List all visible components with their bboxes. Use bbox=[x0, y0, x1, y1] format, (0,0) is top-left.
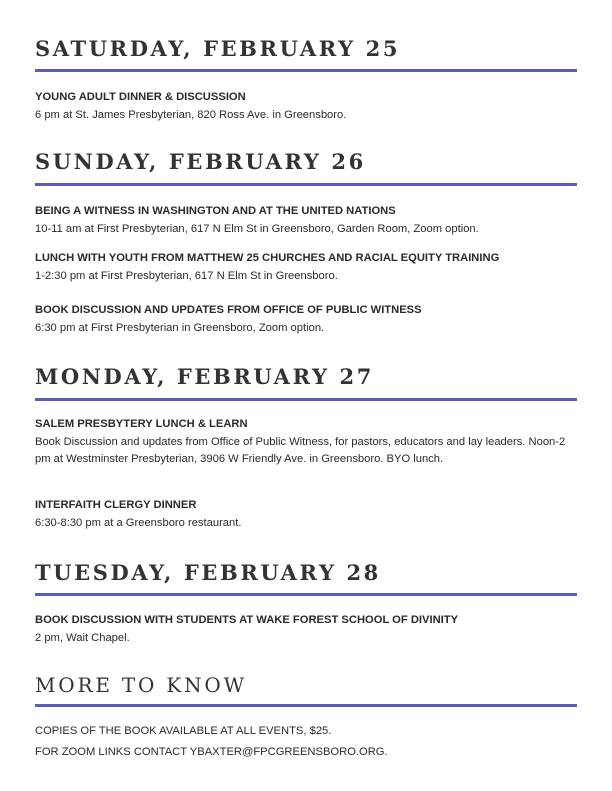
day-section-sunday bbox=[35, 149, 577, 334]
note-item: COPIES OF THE BOOK AVAILABLE AT ALL EVENTS, $25. bbox=[35, 725, 332, 737]
day-section-saturday bbox=[35, 36, 577, 121]
note-item: FOR ZOOM LINKS CONTACT YBAXTER@FPCGREENSBORO.ORG. bbox=[35, 746, 388, 758]
event-title: YOUNG ADULT DINNER & DISCUSSION bbox=[35, 91, 246, 103]
day-heading: TUESDAY, FEBRUARY 28 bbox=[35, 560, 381, 585]
event-item bbox=[35, 612, 577, 647]
event-detail: 1-2:30 pm at First Presbyterian, 617 N Elm St in Greensboro. bbox=[35, 270, 338, 282]
event-item bbox=[35, 416, 577, 468]
more-to-know-section bbox=[35, 673, 577, 758]
section-divider bbox=[35, 593, 577, 596]
event-title: BEING A WITNESS IN WASHINGTON AND AT THE UNITED NATIONS bbox=[35, 205, 396, 217]
event-detail: 10-11 am at First Presbyterian, 617 N Elm St in Greensboro, Garden Room, Zoom option. bbox=[35, 223, 479, 235]
day-heading: MONDAY, FEBRUARY 27 bbox=[35, 364, 374, 389]
section-divider bbox=[35, 69, 577, 72]
more-heading: MORE TO KNOW bbox=[35, 673, 247, 697]
event-item bbox=[35, 250, 577, 285]
day-section-monday bbox=[35, 364, 577, 529]
event-detail: 6:30 pm at First Presbyterian in Greensboro, Zoom option. bbox=[35, 322, 325, 334]
event-detail: 6:30-8:30 pm at a Greensboro restaurant. bbox=[35, 517, 242, 529]
day-section-tuesday bbox=[35, 560, 577, 644]
event-detail: Book Discussion and updates from Office of Public Witness, for pastors, educators and lay leaders. Noon-2 pm at Westminster Presbyterian, 3906 W Friendly Ave. in Greensboro. BYO lunch. bbox=[35, 436, 566, 465]
day-heading: SUNDAY, FEBRUARY 26 bbox=[35, 149, 366, 174]
event-detail: 2 pm, Wait Chapel. bbox=[35, 632, 130, 644]
section-divider bbox=[35, 183, 577, 186]
section-divider bbox=[35, 704, 577, 707]
event-title: LUNCH WITH YOUTH FROM MATTHEW 25 CHURCHES AND RACIAL EQUITY TRAINING bbox=[35, 252, 500, 264]
day-heading: SATURDAY, FEBRUARY 25 bbox=[35, 36, 401, 61]
event-item bbox=[35, 497, 577, 532]
event-item bbox=[35, 203, 577, 238]
event-detail: 6 pm at St. James Presbyterian, 820 Ross Ave. in Greensboro. bbox=[35, 109, 347, 121]
event-title: INTERFAITH CLERGY DINNER bbox=[35, 499, 197, 511]
event-title: BOOK DISCUSSION AND UPDATES FROM OFFICE OF PUBLIC WITNESS bbox=[35, 304, 422, 316]
event-title: BOOK DISCUSSION WITH STUDENTS AT WAKE FOREST SCHOOL OF DIVINITY bbox=[35, 614, 459, 626]
event-title: SALEM PRESBYTERY LUNCH & LEARN bbox=[35, 418, 248, 430]
event-item bbox=[35, 302, 577, 337]
event-item bbox=[35, 89, 577, 124]
section-divider bbox=[35, 398, 577, 401]
